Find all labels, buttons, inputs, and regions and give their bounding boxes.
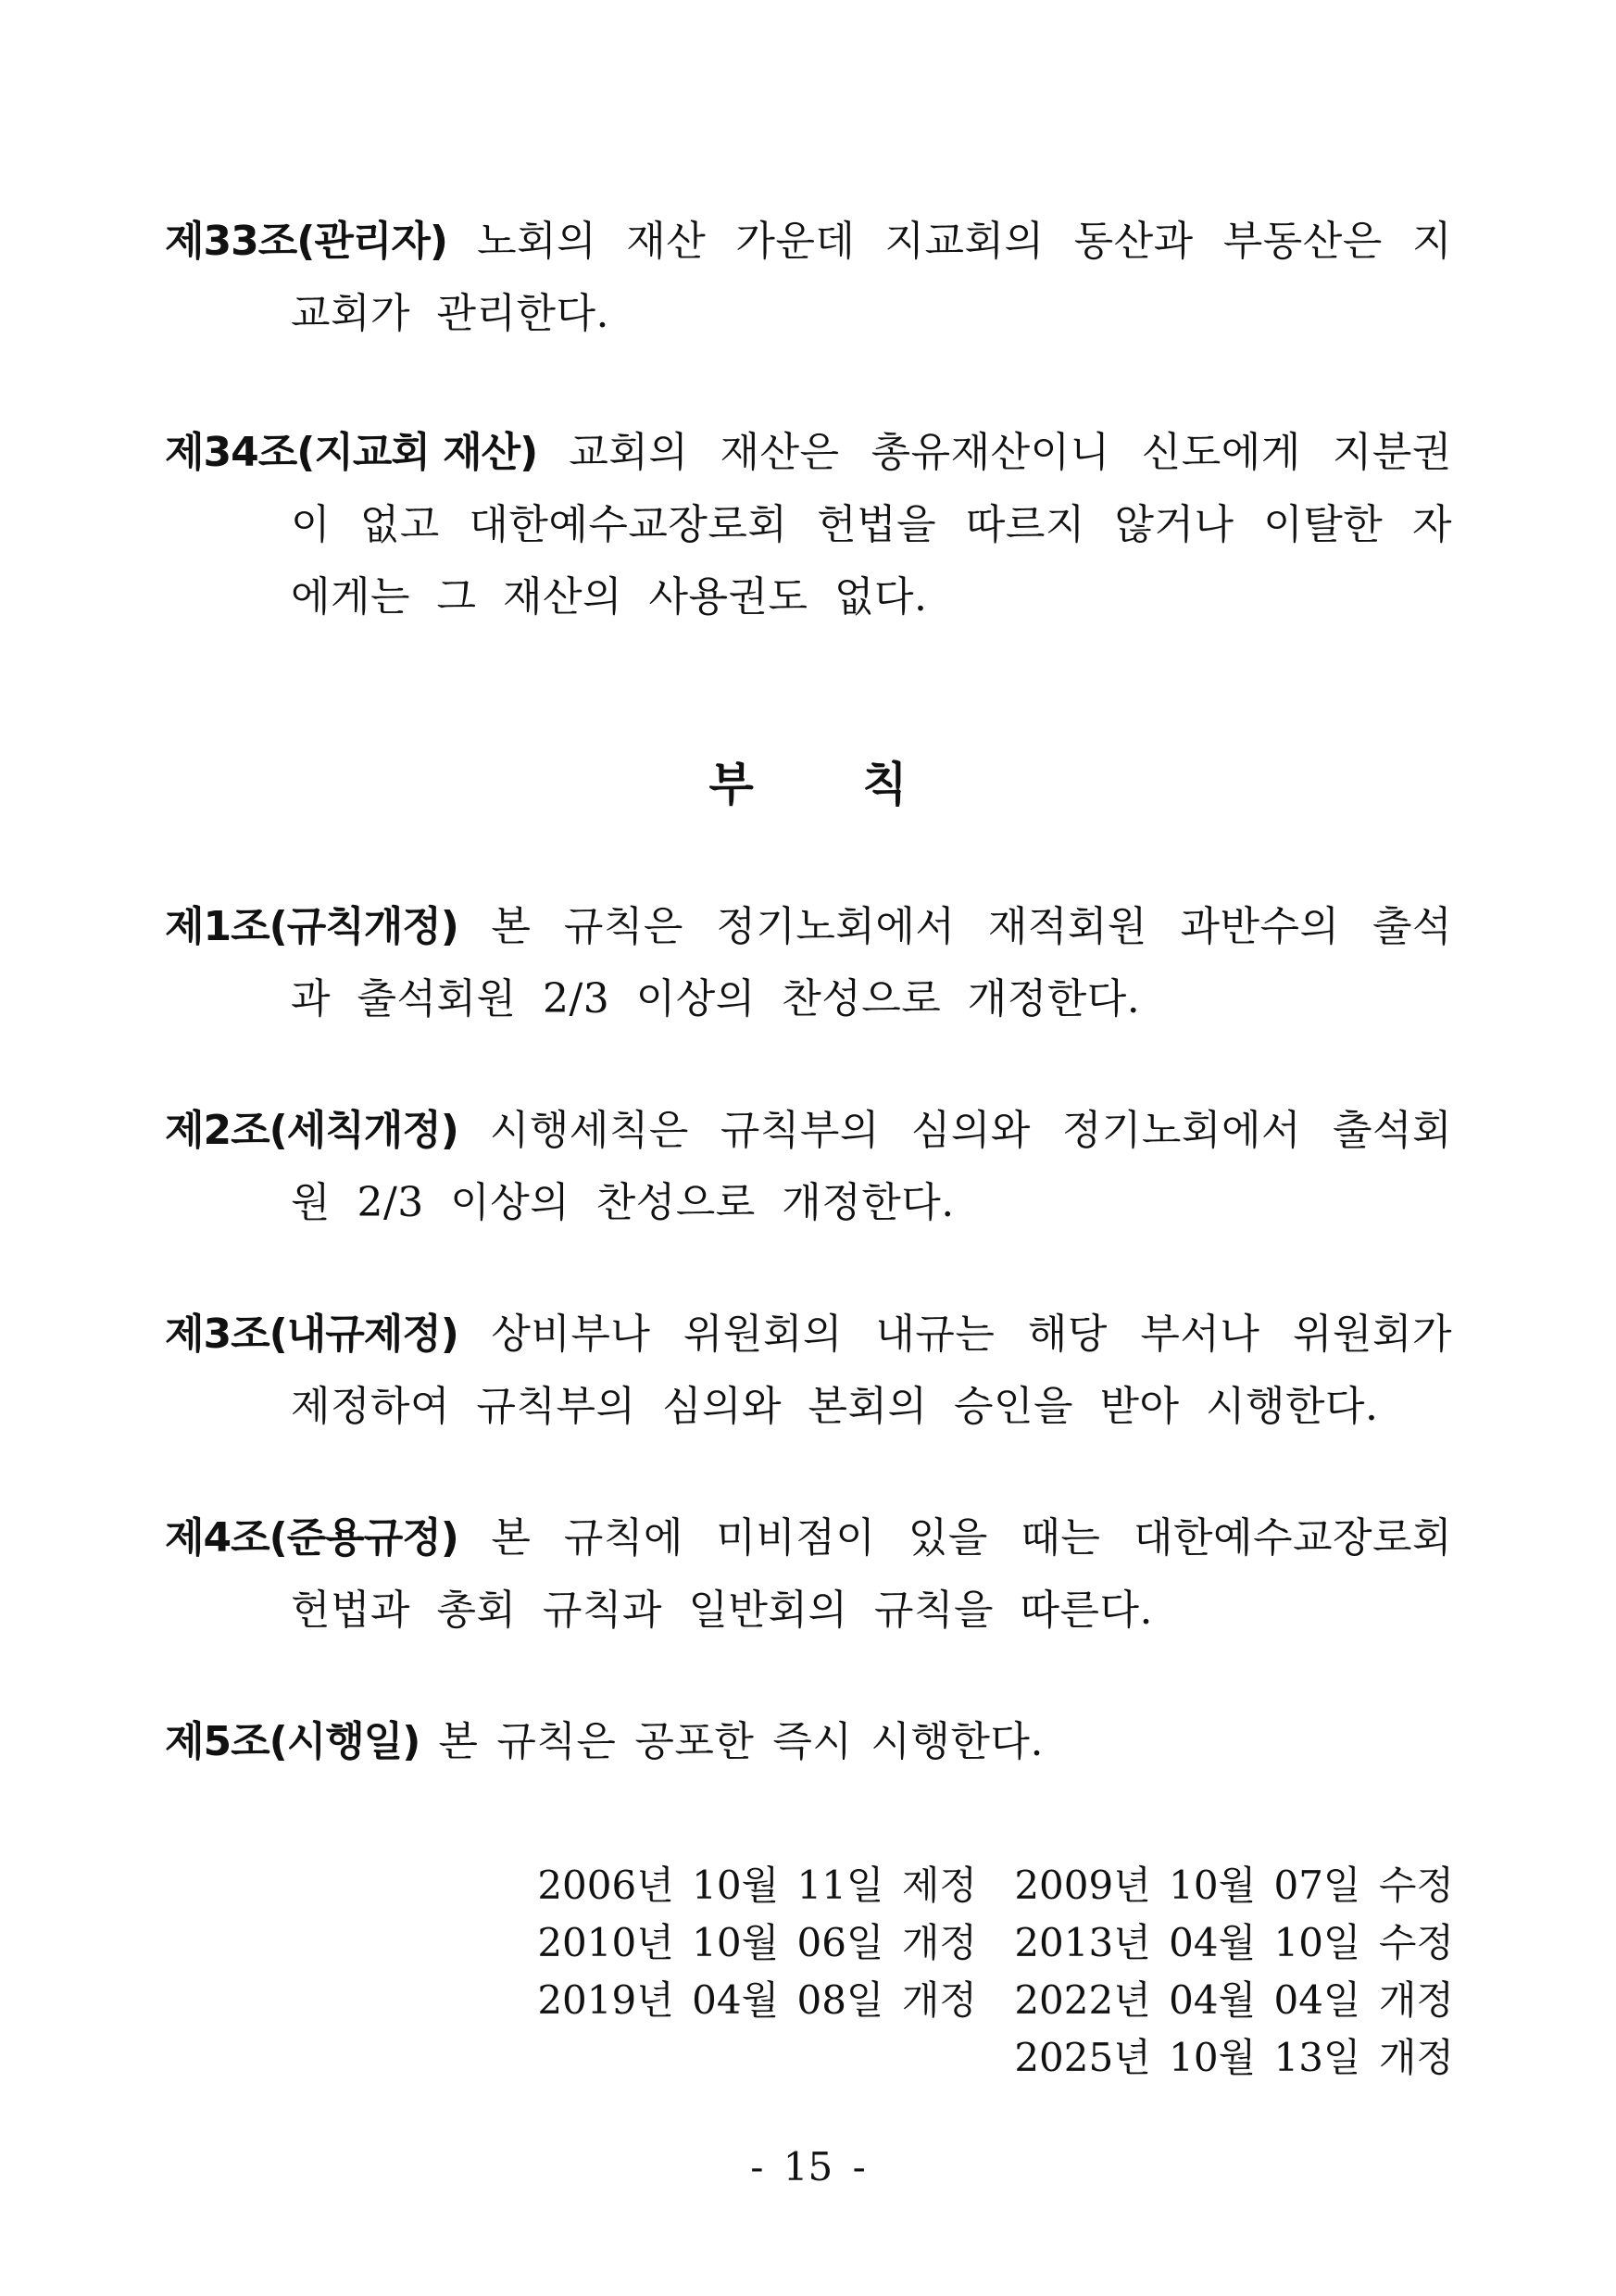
article-word: 부동산은 <box>1222 218 1383 265</box>
article-word: 규칙부의 <box>720 1107 880 1154</box>
article-word: 상비부나 <box>491 1311 651 1358</box>
article-word: 본 <box>491 903 532 950</box>
article-word: 정기노회에서 <box>716 903 956 950</box>
article-word: 규칙은 <box>563 903 683 950</box>
article-heading: 제1조(규칙개정) <box>165 903 458 950</box>
article-heading: 제5조(시행일) <box>165 1718 420 1765</box>
history-row <box>500 1857 1454 1914</box>
article-word: 있을 <box>908 1514 988 1562</box>
article-word: 지분권 <box>1332 429 1452 476</box>
article-word: 재산 <box>626 218 707 265</box>
history-entry: 2022년 04월 04일 개정 <box>1014 1977 1454 2023</box>
article-word: 심의와 <box>910 1107 1031 1154</box>
article-heading: 제4조(준용규정) <box>165 1514 458 1562</box>
article-word: 시행한다. <box>871 1718 1044 1765</box>
article-continuation-line: 제정하여 규칙부의 심의와 본회의 승인을 받아 시행한다. <box>291 1383 1379 1430</box>
page-number: - 15 - <box>750 2144 866 2189</box>
article-word: 신도에게 <box>1141 429 1301 476</box>
article-first-line <box>165 417 1452 489</box>
article-word: 동산과 <box>1073 218 1194 265</box>
article-word: 부서나 <box>1140 1311 1260 1358</box>
article-first-line <box>165 1706 1452 1778</box>
article-continuation-line: 교회가 관리한다. <box>291 290 609 337</box>
history-entry: 2006년 10월 11일 제정 <box>537 1863 977 1908</box>
article-first-line <box>165 1095 1452 1167</box>
article <box>165 891 1452 1035</box>
article <box>165 1299 1452 1443</box>
history-entry: 2019년 04월 08일 개정 <box>537 1977 977 2023</box>
article-word: 대한예수교장로회 <box>1133 1514 1452 1562</box>
article-word: 본 <box>438 1718 479 1765</box>
article-word: 출석 <box>1372 903 1452 950</box>
article-word: 규칙은 <box>496 1718 617 1765</box>
article-continuation-line: 원 2/3 이상의 찬성으로 개정한다. <box>291 1179 955 1226</box>
history-entry: 2010년 10월 06일 개정 <box>537 1920 977 1965</box>
article <box>165 417 1452 634</box>
article <box>165 206 1452 350</box>
article-word: 위원회의 <box>683 1311 843 1358</box>
section-title: 부 칙 <box>708 758 908 811</box>
article-word: 재적회원 <box>987 903 1147 950</box>
article-first-line <box>165 1299 1452 1371</box>
revision-history <box>500 1857 1454 2087</box>
article-word: 가운데 <box>735 218 856 265</box>
article-first-line <box>165 1502 1452 1575</box>
article-heading: 제2조(세칙개정) <box>165 1107 458 1154</box>
article-heading: 제33조(관리자) <box>165 218 447 265</box>
article-continuation-line: 이 없고 대한예수교장로회 헌법을 따르지 않거나 이탈한 자 <box>291 501 1452 548</box>
article-word: 지 <box>1411 218 1452 265</box>
article-word: 지교회의 <box>884 218 1045 265</box>
article-word: 교회의 <box>569 429 689 476</box>
article-word: 시행세칙은 <box>489 1107 689 1154</box>
article-continuation-line: 과 출석회원 2/3 이상의 찬성으로 개정한다. <box>291 975 1141 1023</box>
history-row <box>500 1972 1454 2029</box>
history-row <box>500 2029 1454 2087</box>
article-word: 때는 <box>1021 1514 1101 1562</box>
article-word: 즉시 <box>772 1718 853 1765</box>
article-word: 출석회 <box>1332 1107 1452 1154</box>
article <box>165 1706 1452 1778</box>
article-word: 공포한 <box>634 1718 755 1765</box>
history-entry: 2013년 04월 10일 수정 <box>1014 1920 1454 1965</box>
article-word: 해당 <box>1027 1311 1108 1358</box>
article-first-line <box>165 206 1452 278</box>
history-entry <box>500 2029 977 2087</box>
article-word: 정기노회에서 <box>1061 1107 1301 1154</box>
article-word: 노회의 <box>477 218 597 265</box>
article-word: 내규는 <box>875 1311 996 1358</box>
article-word: 규칙에 <box>563 1514 683 1562</box>
article <box>165 1502 1452 1647</box>
article-heading: 제34조(지교회 재산) <box>165 429 538 476</box>
history-entry: 2009년 10월 07일 수정 <box>1014 1863 1454 1908</box>
article-first-line <box>165 891 1452 963</box>
article-continuation-line: 에게는 그 재산의 사용권도 없다. <box>291 573 928 621</box>
article-word: 본 <box>491 1514 532 1562</box>
article-word: 위원회가 <box>1292 1311 1452 1358</box>
article-continuation-line: 헌법과 총회 규칙과 일반회의 규칙을 따른다. <box>291 1587 1153 1634</box>
article <box>165 1095 1452 1239</box>
history-entry: 2025년 10월 13일 개정 <box>1014 2035 1454 2080</box>
article-word: 재산은 <box>720 429 840 476</box>
article-word: 총유재산이니 <box>871 429 1110 476</box>
article-word: 미비점이 <box>716 1514 876 1562</box>
article-heading: 제3조(내규제정) <box>165 1311 458 1358</box>
article-word: 과반수의 <box>1180 903 1340 950</box>
history-row <box>500 1914 1454 1972</box>
